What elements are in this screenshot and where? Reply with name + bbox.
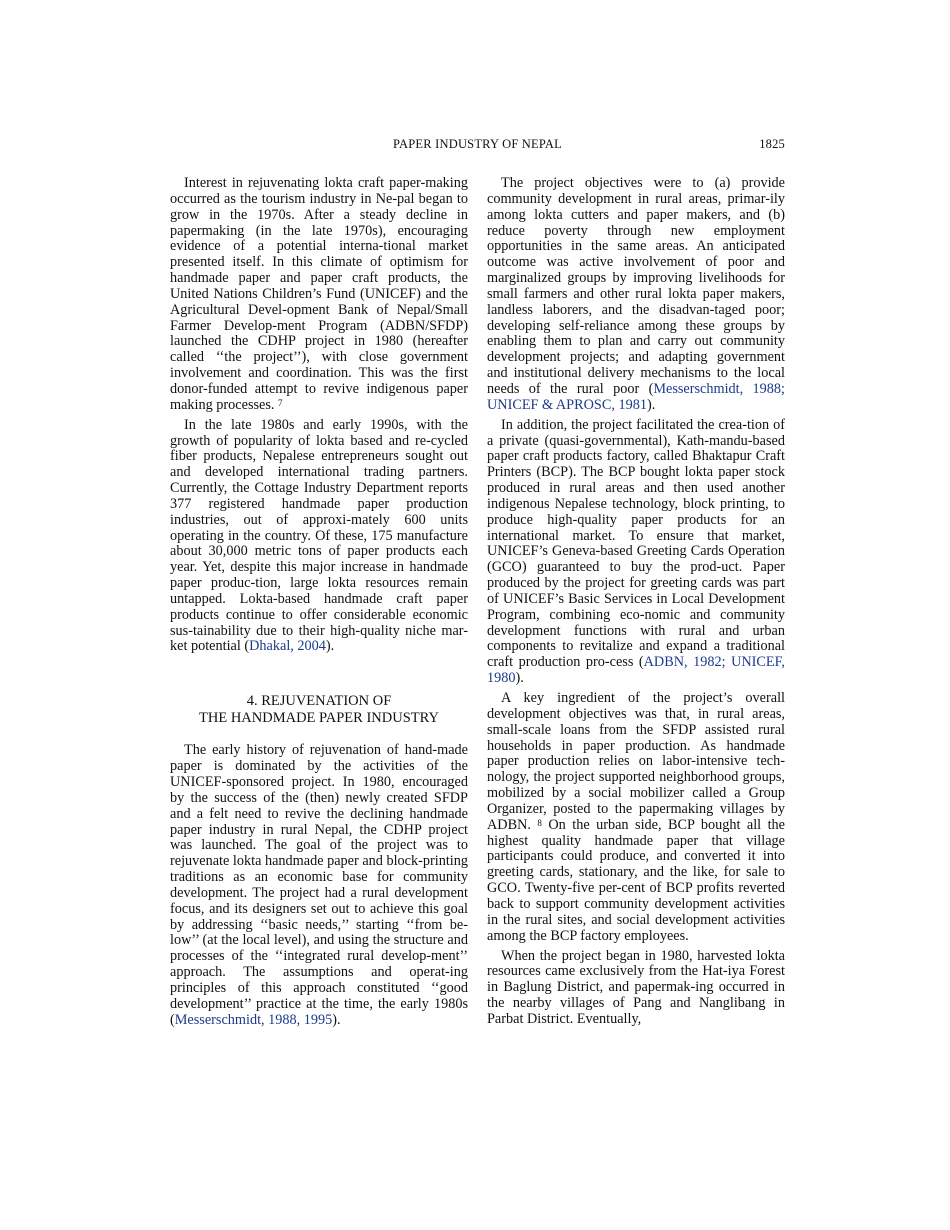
paragraph	[487, 949, 785, 1028]
paragraph	[170, 176, 468, 414]
paragraph-text: In the late 1980s and early 1990s, with the growth of popularity of lokta based and re-cycled fiber products, Nepalese entrepreneurs sought out and developed international trading partners. Currently, the Cottage Industry Department reports 377 registered handmade paper production industries, out of approxi-mately 600 units operating in the country. Of these, 175 manufacture about 30,000 metric tons of paper products each year. Yet, despite this major increase in handmade paper produc-tion, large lokta resources remain untapped. Lokta-based handmade craft paper products continue to offer considerable economic sus-tainability due to their high-quality niche mar-ket potential (	[170, 416, 468, 655]
footnote-marker[interactable]: 7	[278, 397, 283, 408]
paragraph	[487, 691, 785, 945]
paragraph	[487, 418, 785, 687]
paragraph	[487, 176, 785, 414]
citation-link[interactable]: Messerschmidt, 1988; UNICEF & APROSC, 1981	[487, 380, 785, 413]
paragraph-text-continued: On the urban side, BCP bought all the highest quality handmade paper that village participants could produce, and converted it into greeting cards, stationary, and the like, for sale to GCO. Twenty-five per-cent of BCP profits reverted back to support community development activities in the rural sites, and social development activities among the BCP factory employees.	[487, 816, 786, 944]
left-column	[170, 176, 468, 1029]
paragraph-text: Interest in rejuvenating lokta craft paper-making occurred as the tourism industry in Ne-pal began to grow in the 1970s. After a steady decline in papermaking (in the late 1970s), encouraging evidence of a potential interna-tional market presented itself. In this climate of optimism for handmade paper and paper craft products, the United Nations Children’s Fund (UNICEF) and the Agricultural Devel-opment Bank of Nepal/Small Farmer Develop-ment Program (ADBN/SFDP) launched the CDHP project in 1980 (hereafter called ‘‘the project’’), with close government involvement and coordination. This was the first donor-funded attempt to revive indigenous paper making processes.	[170, 175, 468, 413]
paragraph-tail: ).	[332, 1011, 341, 1028]
paragraph-tail: ).	[325, 638, 335, 655]
paragraph-text: The early history of rejuvenation of hand-made paper is dominated by the activities of the UNICEF-sponsored project. In 1980, encouraged by the success of the (then) newly created SFDP and a felt need to revive the declining handmade paper industry in rural Nepal, the CDHP project was launched. The goal of the project was to rejuvenate lokta handmade paper and block-printing traditions as an economic base for community development. The project had a rural development focus, and its designers set out to achieve this goal by addressing ‘‘basic needs,’’ starting ‘‘from be-low’’ (at the local level), and using the structure and processes of the ‘‘integrated rural develop-ment’’ approach. The assumptions and operat-ing principles of this approach constituted ‘‘good development’’ practice at the time, the early 1980s (	[170, 742, 468, 1028]
paragraph	[170, 743, 468, 1028]
section-heading-line: 4. REJUVENATION OF	[246, 693, 392, 710]
citation-link[interactable]: Dhakal, 2004	[249, 638, 326, 655]
paragraph-text: The project objectives were to (a) provide community development in rural areas, primar-ily among lokta cutters and paper makers, and (b) reduce poverty through new employment opportunities in the same areas. An anticipated outcome was active involvement of poor and marginalized groups by improving livelihoods for small farmers and other rural lokta paper makers, landless laborers, and the disadvan-taged poor; developing self-reliance among these groups by enabling them to plan and carry out community development projects; and adapting government and institutional delivery mechanisms to the local needs of the rural poor (	[487, 175, 785, 397]
citation-link[interactable]: Messerschmidt, 1988, 1995	[174, 1011, 333, 1028]
paragraph-text: When the project began in 1980, harvested lokta resources came exclusively from the Hat-iya Forest in Baglung District, and papermak-ing occurred in the nearby villages of Pang and Nanglibang in Parbat District. Eventually,	[487, 947, 785, 1027]
footnote-marker[interactable]: 8	[537, 817, 542, 828]
paragraph	[170, 418, 468, 656]
paragraph-tail: ).	[515, 670, 524, 687]
section-heading	[170, 693, 468, 726]
section-heading-line: THE HANDMADE PAPER INDUSTRY	[199, 709, 439, 726]
page-number: 1825	[759, 137, 785, 151]
running-title: PAPER INDUSTRY OF NEPAL	[393, 137, 562, 151]
page-header	[170, 137, 785, 157]
citation-link[interactable]: ADBN, 1982; UNICEF, 1980	[487, 654, 785, 687]
paragraph-text: A key ingredient of the project’s overall development objectives was that, in rural areas, small-scale loans from the SFDP assisted rural households in paper production. As handmade paper production relies on labor-intensive tech-nology, the project supported neighborhood groups, mobilized by a social mobilizer called a Group Organizer, posted to the papermaking villages by ADBN.	[487, 690, 785, 833]
paragraph-text: In addition, the project facilitated the crea-tion of a private (quasi-governmental), Kath-mandu-based paper craft products factory, called Bhaktapur Craft Printers (BCP). The BCP bought lokta paper stock produced in rural areas and then used another indigenous Nepalese technology, block printing, to produce high-quality paper products for an international market. To ensure that market, UNICEF’s Geneva-based Greeting Cards Operation (GCO) guaranteed to buy the prod-uct. Paper produced by the project for greeting cards was part of UNICEF’s Basic Services in Local Development Program, combining eco-nomic and community development functions with rural and urban components to revitalize and expand a traditional craft production pro-cess (	[487, 416, 785, 671]
right-column	[487, 176, 785, 1028]
paragraph-tail: ).	[646, 396, 656, 413]
